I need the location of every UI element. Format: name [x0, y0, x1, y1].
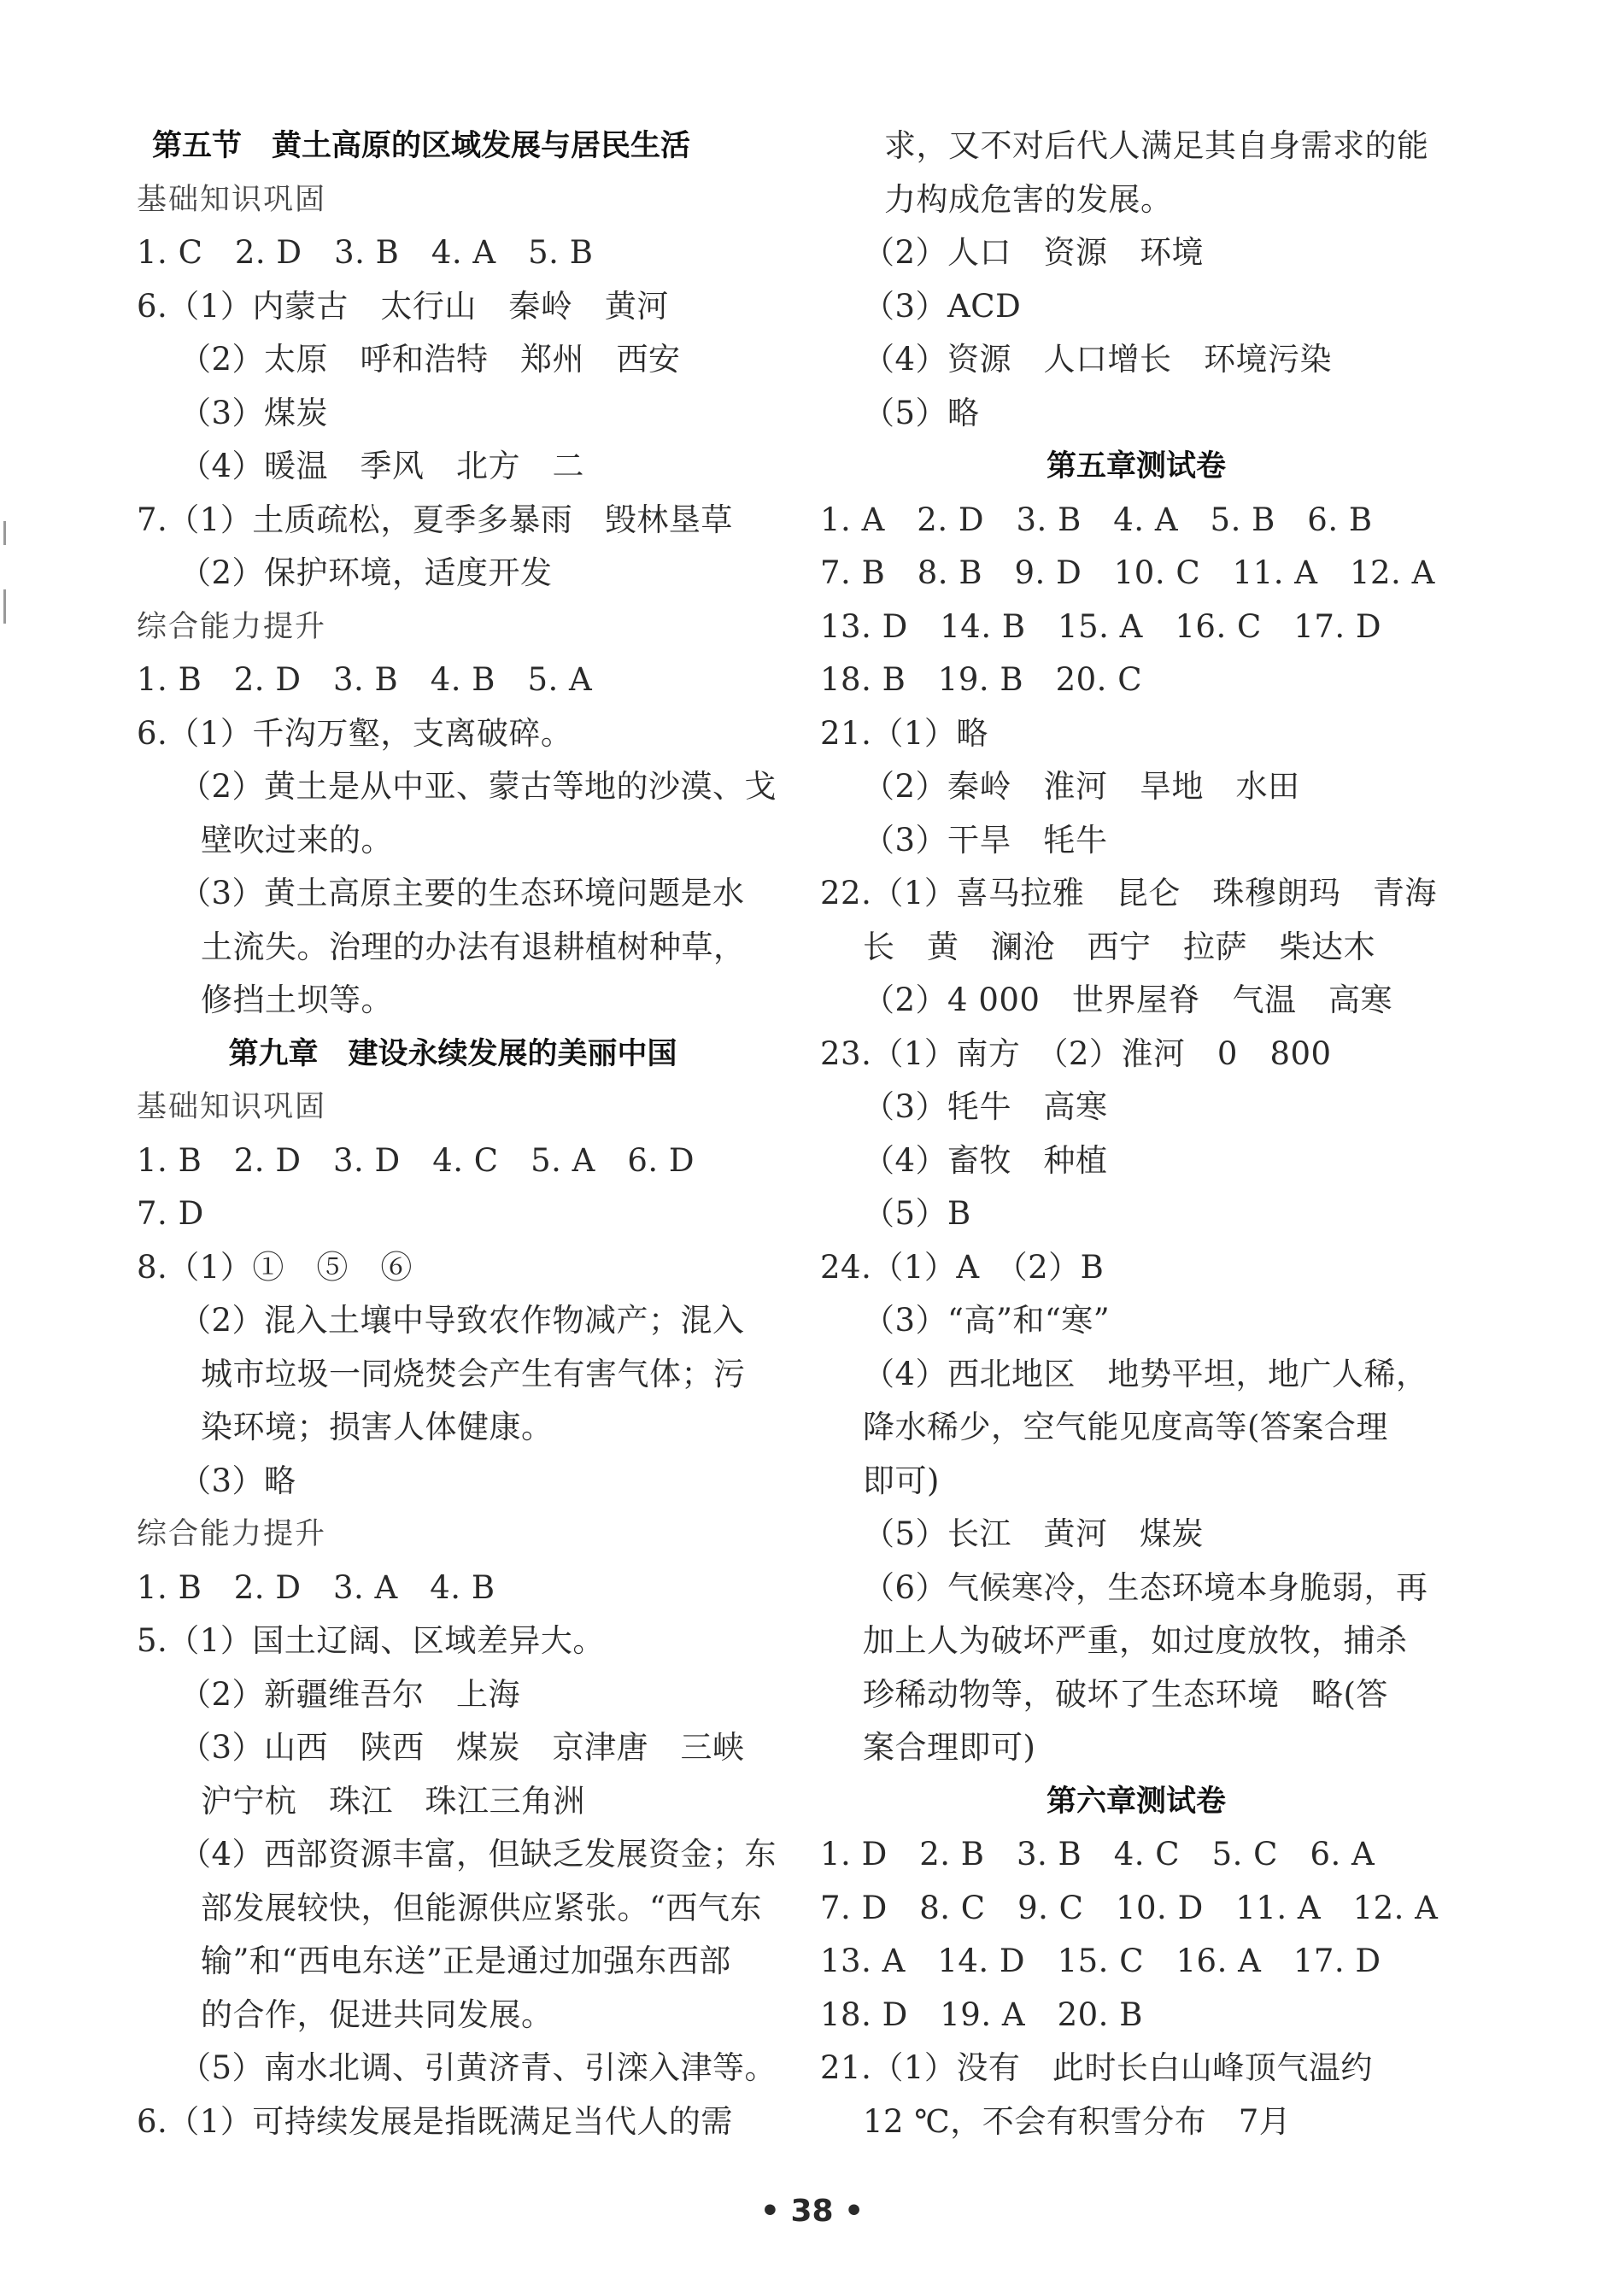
answer-line: 6.（1）内蒙古 太行山 秦岭 黄河 [137, 287, 669, 325]
answer-line: （2）秦岭 淮河 旱地 水田 [863, 768, 1300, 805]
answer-line: 修挡土坝等。 [201, 982, 393, 1018]
answer-line: 5.（1）国土辽阔、区域差异大。 [137, 1622, 605, 1659]
answer-line: 7. D 8. C 9. C 10. D 11. A 12. A [820, 1889, 1439, 1926]
answer-line: 7. B 8. B 9. D 10. C 11. A 12. A [820, 554, 1435, 591]
chapter-heading: 第五章测试卷 [1046, 449, 1226, 484]
page-number: • 38 • [759, 2194, 865, 2229]
answer-line: 23.（1）南方 （2）淮河 0 800 [820, 1034, 1332, 1072]
answer-line: （3）煤炭 [179, 394, 329, 431]
answer-line: （3）“高”和“寒” [863, 1302, 1111, 1339]
section-heading: 第五节 黄土高原的区域发展与居民生活 [152, 129, 691, 163]
answer-line: 的合作，促进共同发展。 [201, 1996, 554, 2033]
answer-line: 即可) [863, 1462, 940, 1499]
answer-line: 13. A 14. D 15. C 16. A 17. D [820, 1943, 1381, 1979]
answer-line: 6.（1）可持续发展是指既满足当代人的需 [137, 2102, 733, 2140]
answer-line: 8.（1）① ⑤ ⑥ [137, 1248, 413, 1286]
answer-line: （2）新疆维吾尔 上海 [179, 1675, 521, 1713]
answer-line: （3）山西 陕西 煤炭 京津唐 三峡 [179, 1729, 745, 1766]
answer-line: 13. D 14. B 15. A 16. C 17. D [820, 607, 1382, 645]
answer-line: 输”和“西电东送”正是通过加强东西部 [201, 1943, 731, 1979]
answer-line: （3）ACD [863, 287, 1022, 325]
answer-line: 1. C 2. D 3. B 4. A 5. B [137, 234, 594, 271]
answer-line: （5）略 [863, 394, 980, 431]
answer-line: （2）保护环境，适度开发 [179, 554, 553, 591]
answer-line: （4）暖温 季风 北方 二 [179, 448, 585, 484]
answer-line: 加上人为破坏严重，如过度放牧，捕杀 [863, 1622, 1408, 1659]
answer-line: （6）气候寒冷，生态环境本身脆弱，再 [863, 1568, 1428, 1606]
answer-line: 1. B 2. D 3. D 4. C 5. A 6. D [137, 1141, 695, 1179]
answer-line: 1. B 2. D 3. A 4. B [137, 1568, 495, 1606]
answer-line: （3）黄土高原主要的生态环境问题是水 [179, 875, 745, 911]
right-column [820, 120, 1452, 2148]
answer-line: 12 ℃，不会有积雪分布 7月 [863, 2102, 1292, 2140]
answer-line: 降水稀少，空气能见度高等(答案合理 [863, 1409, 1388, 1445]
answer-line: （2）人口 资源 环境 [863, 234, 1205, 271]
margin-mark [3, 521, 6, 545]
answer-line: 6.（1）千沟万壑，支离破碎。 [137, 714, 573, 752]
subsection-label: 基础知识巩固 [137, 182, 327, 217]
subsection-label: 综合能力提升 [137, 609, 327, 644]
margin-mark [3, 589, 6, 624]
answer-line: 24.（1）A （2）B [820, 1248, 1105, 1286]
answer-line: （2）黄土是从中亚、蒙古等地的沙漠、戈 [179, 768, 777, 805]
answer-line: 力构成危害的发展。 [884, 180, 1173, 218]
answer-line: （4）资源 人口增长 环境污染 [863, 341, 1333, 378]
answer-line: 1. A 2. D 3. B 4. A 5. B 6. B [820, 501, 1373, 538]
answer-line: （4）西北地区 地势平坦，地广人稀， [863, 1355, 1428, 1392]
answer-line: 沪宁杭 珠江 珠江三角洲 [201, 1782, 585, 1820]
answer-line: 案合理即可) [863, 1729, 1036, 1766]
answer-line: 18. D 19. A 20. B [820, 1996, 1143, 2033]
answer-line: 21.（1）没有 此时长白山峰顶气温约 [820, 2049, 1373, 2086]
answer-line: 22.（1）喜马拉雅 昆仑 珠穆朗玛 青海 [820, 875, 1437, 911]
answer-line: （3）干旱 牦牛 [863, 821, 1108, 859]
answer-line: （2）4 000 世界屋脊 气温 高寒 [863, 982, 1392, 1018]
answer-line: （3）牦牛 高寒 [863, 1088, 1108, 1125]
answer-line: （5）长江 黄河 煤炭 [863, 1515, 1205, 1552]
answer-line: （4）西部资源丰富，但缺乏发展资金；东 [179, 1836, 777, 1873]
chapter-heading: 第六章测试卷 [1046, 1784, 1226, 1819]
answer-line: （5）南水北调、引黄济青、引滦入津等。 [179, 2049, 777, 2086]
answer-line: 求，又不对后代人满足其自身需求的能 [884, 127, 1429, 164]
answer-line: （2）太原 呼和浩特 郑州 西安 [179, 341, 681, 378]
answer-line: （2）混入土壤中导致农作物减产；混入 [179, 1302, 745, 1339]
answer-line: （4）畜牧 种植 [863, 1141, 1108, 1179]
answer-line: 18. B 19. B 20. C [820, 661, 1143, 698]
answer-line: 长 黄 澜沧 西宁 拉萨 柴达木 [863, 928, 1375, 965]
answer-line: 1. D 2. B 3. B 4. C 5. C 6. A [820, 1836, 1375, 1873]
answer-line: 7.（1）土质疏松，夏季多暴雨 毁林垦草 [137, 501, 733, 538]
answer-line: 壁吹过来的。 [201, 821, 393, 859]
answer-line: （5）B [863, 1195, 971, 1232]
chapter-heading: 第九章 建设永续发展的美丽中国 [228, 1036, 677, 1071]
answer-line: 珍稀动物等，破坏了生态环境 略(答 [863, 1675, 1388, 1713]
answer-line: 21.（1）略 [820, 714, 988, 752]
subsection-label: 基础知识巩固 [137, 1090, 327, 1124]
answer-line: 城市垃圾一同烧焚会产生有害气体；污 [201, 1355, 746, 1392]
answer-line: 部发展较快，但能源供应紧张。“西气东 [201, 1889, 762, 1926]
left-column [137, 120, 777, 2148]
answer-line: （3）略 [179, 1462, 296, 1499]
subsection-label: 综合能力提升 [137, 1517, 327, 1551]
answer-line: 1. B 2. D 3. B 4. B 5. A [137, 661, 593, 698]
answer-line: 7. D [137, 1195, 204, 1232]
answer-line: 土流失。治理的办法有退耕植树种草， [201, 928, 746, 965]
answer-line: 染环境；损害人体健康。 [201, 1409, 554, 1445]
